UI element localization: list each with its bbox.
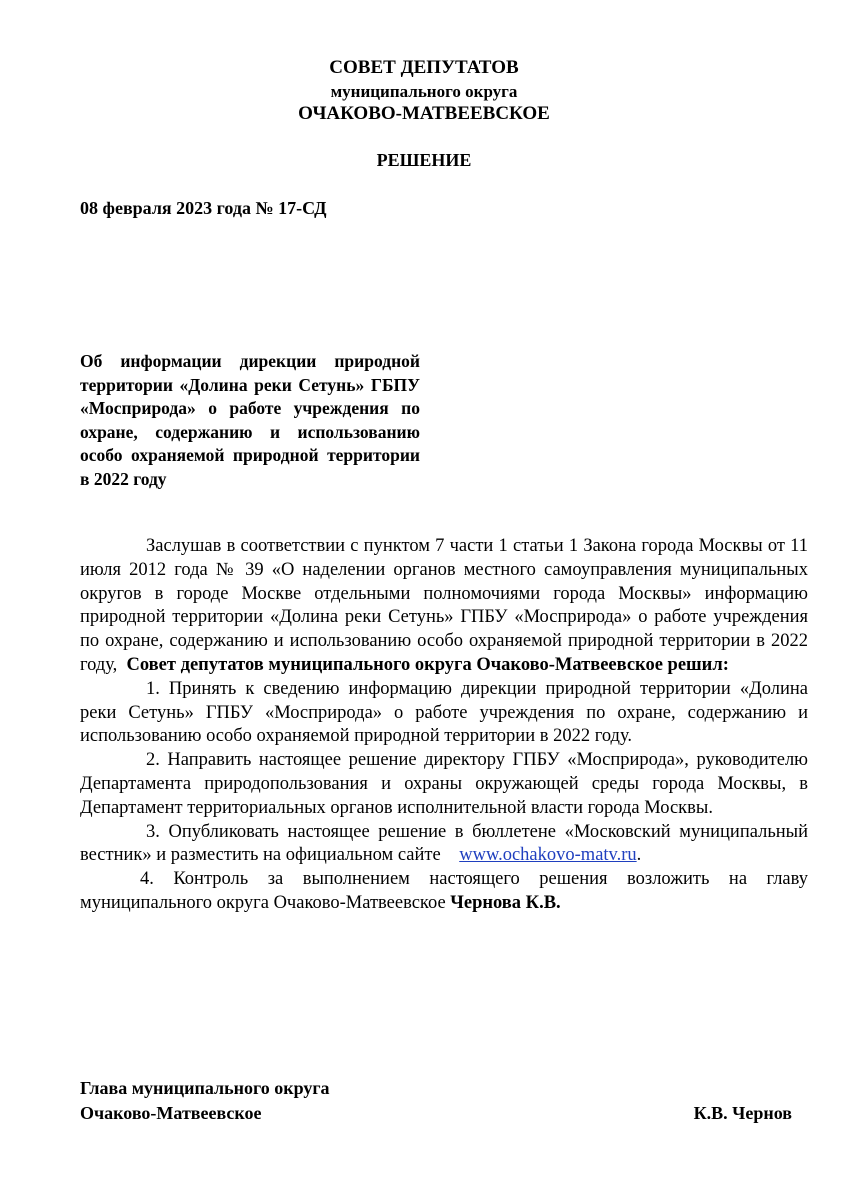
item-4-responsible: Чернова К.В. [450, 892, 561, 913]
signature-district: Очаково-Матвеевское [80, 1103, 262, 1123]
council-title: СОВЕТ ДЕПУТАТОВ [329, 57, 519, 78]
item-4-text: 4. Контроль за выполнением настоящего решения возложить на главу муниципального округа Очаково-Матвеевское [80, 869, 808, 913]
decision-body [80, 535, 808, 916]
preamble-resolution: Совет депутатов муниципального округа Очаково-Матвеевское решил: [126, 654, 729, 675]
district-subtitle: муниципального округа [330, 82, 518, 101]
item-3-end: . [636, 845, 642, 866]
signature-block [80, 1076, 792, 1126]
preamble-paragraph [80, 535, 808, 678]
district-name: ОЧАКОВО-МАТВЕЕВСКОЕ [298, 103, 550, 124]
preamble-text: Заслушав в соответствии с пунктом 7 части 1 статьи 1 Закона города Москвы от 11 июля 2012 года № 39 «О наделении органов местного самоуправления муниципальных округов в городе Москве отдельными полномочиями города Москвы» информацию природной территории «Долина реки Сетунь» ГПБУ «Мосприрода» о работе учреждения по охране, содержанию и использованию особо охраняемой природной территории в 2022 году, [80, 536, 808, 675]
item-3-text: 3. Опубликовать настоящее решение в бюллетене «Московский муниципальный вестник» и разместить на официальном сайте [80, 821, 808, 866]
document-type: РЕШЕНИЕ [376, 150, 472, 170]
item-3 [80, 821, 808, 869]
item-1: 1. Принять к сведению информацию дирекции природной территории «Долина реки Сетунь» ГПБУ «Мосприрода» о работе учреждения по охране, содержанию и использованию особо охраняемой природной территории в 2022 году. [80, 678, 808, 747]
website-link[interactable]: www.ochakovo-matv.ru [459, 845, 637, 866]
signature-name: К.В. Чернов [693, 1103, 792, 1123]
item-2: 2. Направить настоящее решение директору ГПБУ «Мосприрода», руководителю Департамента природопользования и охраны окружающей среды города Москвы, в Департамент территориальных органов исполнительной власти города Москвы. [80, 750, 808, 818]
signature-position: Глава муниципального округа [80, 1078, 330, 1098]
decision-title: Об информации дирекции природной территории «Долина реки Сетунь» ГБПУ «Мосприрода» о работе учреждения по охране, содержанию и использованию особо охраняемой природной территории в 2022 году [80, 351, 420, 489]
date-and-number: 08 февраля 2023 года № 17-СД [80, 198, 327, 218]
item-4 [80, 868, 808, 916]
